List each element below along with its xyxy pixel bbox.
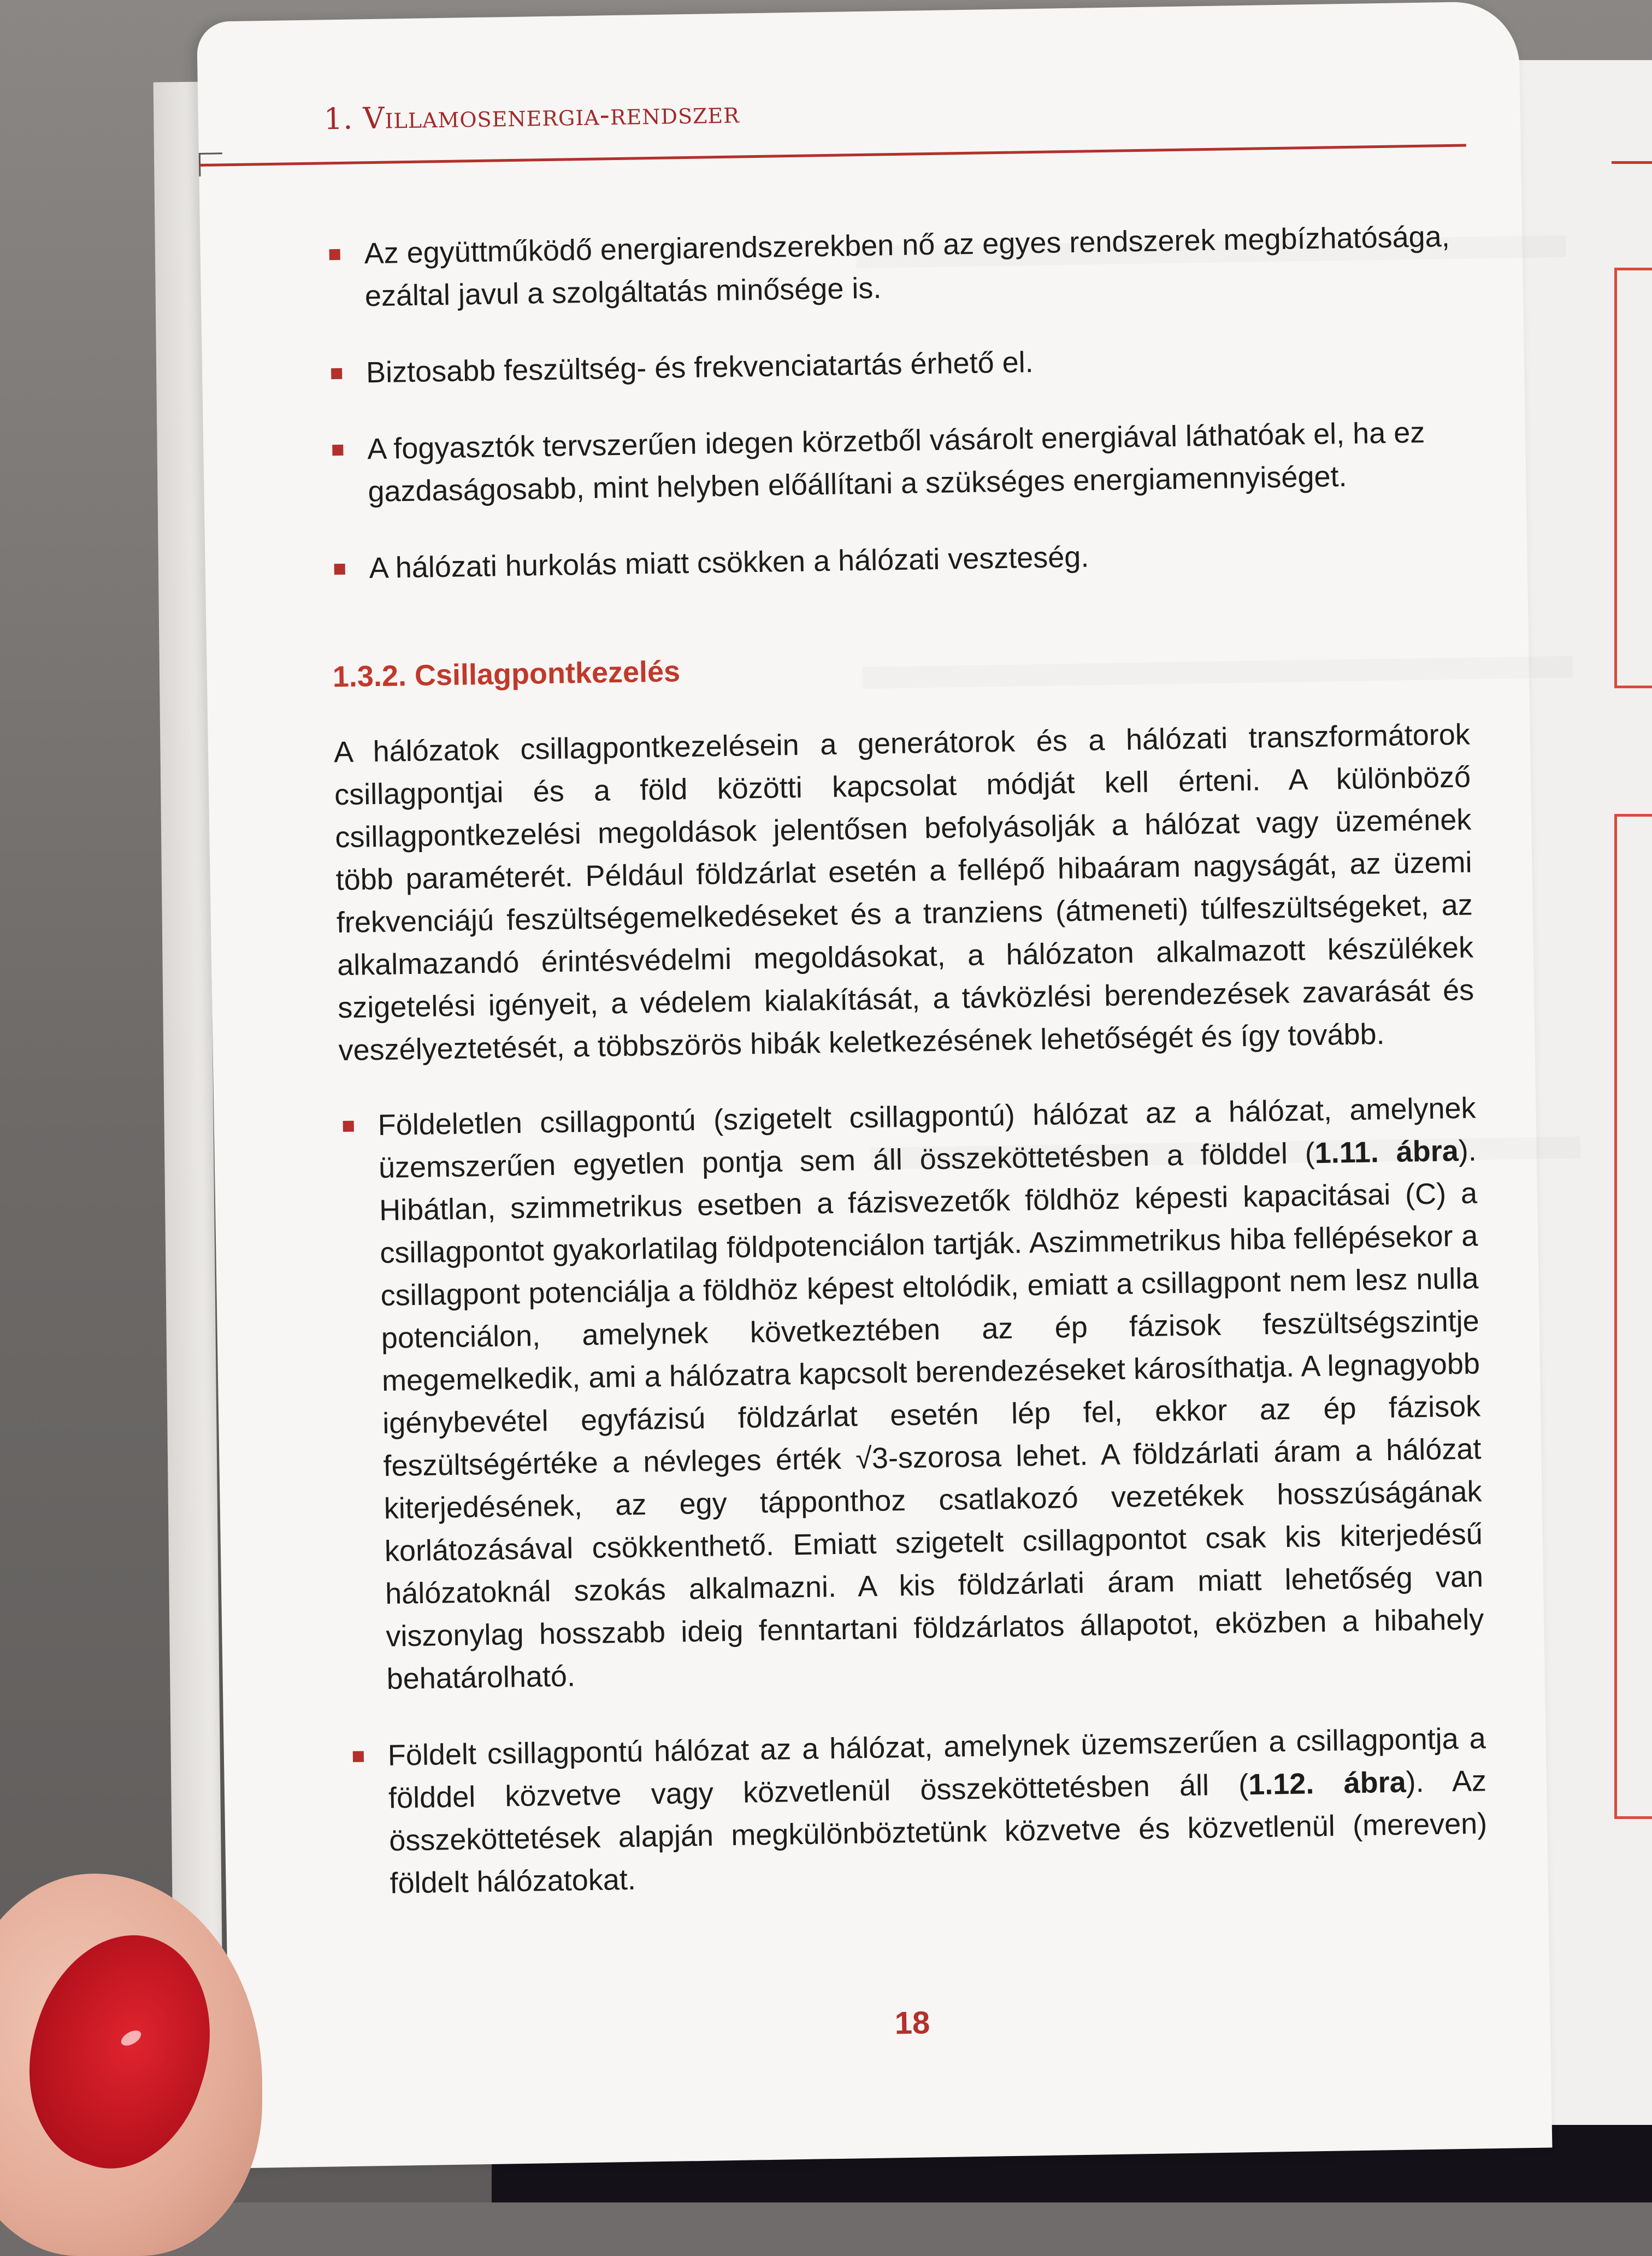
section-paragraph: A hálózatok csillagpontkezelésein a generátorok és a hálózati transzformátorok csillagpontjai és a föld közötti kapcsolat módját kell érteni. A különböző csillagpontkezelési megoldások jelentősen befolyásolják a hálózat vagy üzemének több paraméterét. Például földzárlat esetén a fellépő hibaáram nagyságát, az üzemi frekvenciájú feszültségemelkedéseket és a tranziens (átmeneti) túlfeszültségeket, az alkalmazandó érintésvédelmi megoldásokat, a hálózaton alkalmazott készülékek szigetelési igényeit, a védelem kialakítását, a távközlési berendezések zavarását és veszélyeztetését, a többszörös hibák keletkezésének lehetőségét és így tovább. (333, 718, 1474, 1067)
bullet-text-start: Földelt csillagpontú hálózat az a hálózat, amelynek üzemszerűen a csillagpontja a földdel közvetve vagy közvetlenül összeköttetésben áll ( (387, 1722, 1486, 1815)
bullet-square-icon (332, 445, 343, 456)
book-page (197, 1, 1552, 2169)
bullet-square-icon (329, 249, 340, 260)
figure-reference: 1.11. ábra (1314, 1134, 1459, 1170)
bullet-text-start: Földeletlen csillagpontú (szigetelt csillagpontú) hálózat az a hálózat, amelynek üzemszerűen egyetlen pontja sem áll összeköttetésben a földdel ( (377, 1091, 1476, 1185)
figure-reference: 1.12. ábra (1248, 1765, 1407, 1802)
chapter-header: 1. Villamosenergia-rendszer (323, 95, 740, 137)
header-rule (199, 144, 1466, 167)
facing-page-frame (1614, 268, 1652, 688)
facing-page-frame (1614, 814, 1652, 1819)
bullet-text-end: ). Az összeköttetések alapján megkülönböztetünk közvetve és közvetlenül (mereven) földelt hálózatokat. (388, 1764, 1488, 1900)
section-title: 1.3.2. Csillagpontkezelés (332, 655, 681, 694)
bullet-text: A fogyasztók tervszerűen idegen körzetből vásárolt energiával láthatóak el, ha ez gazdaságosabb, mint helyben előállítani a szükséges energiamennyiséget. (367, 416, 1425, 509)
list-item (339, 1086, 1485, 1701)
facing-page-rule (1612, 161, 1652, 164)
list-item (331, 530, 1467, 590)
bullet-text: Az együttműködő energiarendszerekben nő az egyes rendszerek megbízhatósága, ezáltal javul a szolgáltatás minősége is. (364, 220, 1450, 313)
list-item (326, 215, 1463, 318)
grounding-bullet-list (339, 1086, 1488, 1905)
bullet-square-icon (343, 1121, 354, 1132)
bullet-square-icon (334, 564, 345, 575)
list-item (328, 334, 1465, 395)
bullet-text: A hálózati hurkolás miatt csökken a hálózati veszteség. (369, 540, 1089, 585)
bullet-text: Biztosabb feszültség- és frekvenciatartás érhető el. (365, 346, 1034, 389)
bullet-text-end: ). Hibátlan, szimmetrikus esetben a fázisvezetők földhöz képesti kapacitásai (C) a csillagpontot gyakorlatilag földpotenciálon tartják. Aszimmetrikus hiba fellépésekor a csillagpont potenciálja a földhöz képest eltolódik, emiatt a csillagpont nem lesz nulla potenciálon, amelynek következtében az ép fázisok feszültségszintje megemelkedik, ami a hálózatra kapcsolt berendezéseket károsíthatja. A legnagyobb igénybevétel egyfázisú földzárlat esetén lép fel, ekkor az ép fázisok feszültségértéke a névleges érték √3-szorosa lehet. A földzárlati áram a hálózat kiterjedésének, az egy tápponthoz csatlakozó vezetékek hosszúságának korlátozásával csökkenthető. Emiatt szigetelt csillagpontot csak kis kiterjedésű hálózatoknál szokás alkalmazni. A kis földzárlati áram miatt lehetőség van viszonylag hosszabb ideig fenntartani földzárlatos állapotot, eközben a hibahely behatárolható. (379, 1134, 1484, 1696)
bullet-square-icon (331, 368, 342, 379)
page-number: 18 (894, 2005, 930, 2041)
intro-bullet-list (326, 215, 1467, 590)
list-item (349, 1717, 1488, 1905)
page-body (326, 215, 1489, 1939)
list-item (329, 411, 1466, 514)
bullet-square-icon (353, 1751, 364, 1762)
